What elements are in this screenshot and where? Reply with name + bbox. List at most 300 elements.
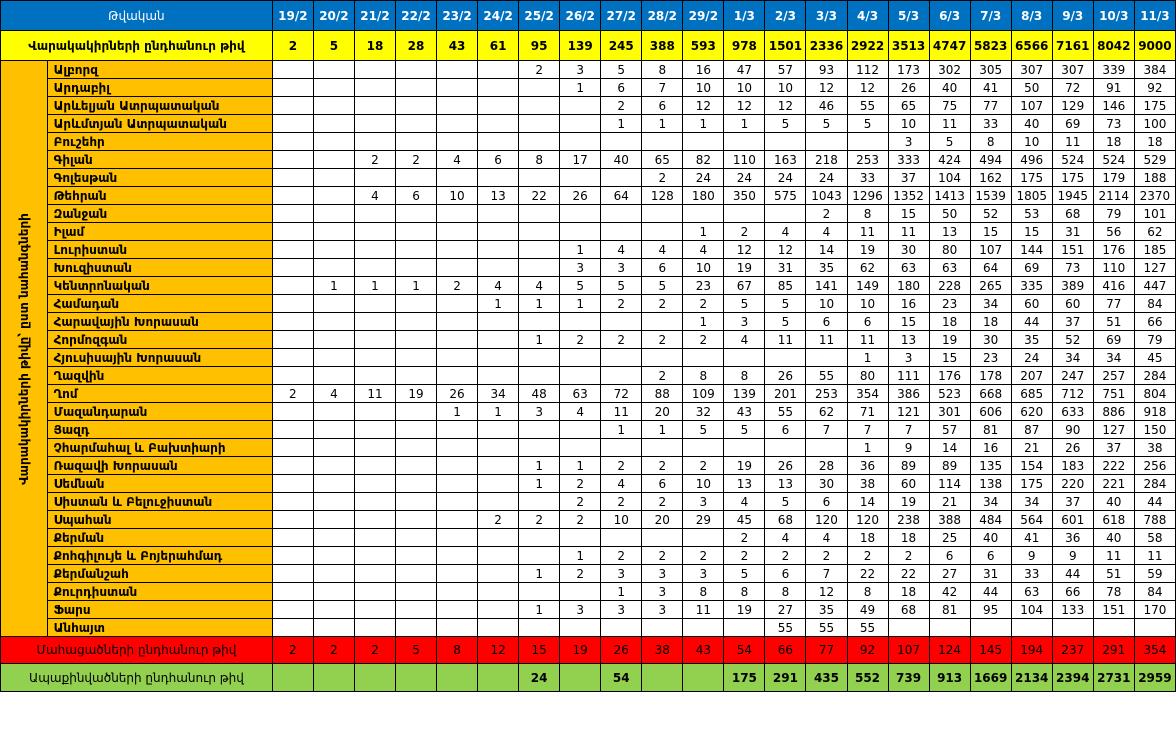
province-value: 1 bbox=[683, 313, 724, 331]
province-value bbox=[519, 97, 560, 115]
province-value bbox=[724, 439, 765, 457]
province-name: Չհարմահալ և Բախտիարի bbox=[47, 439, 272, 457]
province-value: 17 bbox=[560, 151, 601, 169]
province-name: Սեմնան bbox=[47, 475, 272, 493]
province-value: 139 bbox=[724, 385, 765, 403]
province-value: 1 bbox=[560, 241, 601, 259]
province-value: 2 bbox=[724, 223, 765, 241]
province-value bbox=[642, 529, 683, 547]
province-value: 918 bbox=[1134, 403, 1175, 421]
province-value bbox=[478, 79, 519, 97]
deaths-value: 145 bbox=[970, 637, 1011, 664]
province-value: 633 bbox=[1052, 403, 1093, 421]
province-value bbox=[272, 259, 313, 277]
province-value: 10 bbox=[888, 115, 929, 133]
recovered-value bbox=[437, 664, 478, 692]
province-value: 11 bbox=[1093, 547, 1134, 565]
province-value: 151 bbox=[1052, 241, 1093, 259]
province-value: 12 bbox=[806, 583, 847, 601]
province-row bbox=[1, 313, 1176, 331]
province-value: 27 bbox=[929, 565, 970, 583]
province-name: Արևելյան Ատրպատական bbox=[47, 97, 272, 115]
province-value: 685 bbox=[1011, 385, 1052, 403]
province-value bbox=[560, 439, 601, 457]
province-value bbox=[354, 223, 395, 241]
province-value: 4 bbox=[601, 475, 642, 493]
province-value bbox=[313, 259, 354, 277]
province-value: 284 bbox=[1134, 367, 1175, 385]
province-value: 34 bbox=[1093, 349, 1134, 367]
recovered-value: 54 bbox=[601, 664, 642, 692]
province-value: 4 bbox=[724, 493, 765, 511]
province-value: 63 bbox=[888, 259, 929, 277]
province-value: 1413 bbox=[929, 187, 970, 205]
province-value bbox=[478, 583, 519, 601]
province-value: 16 bbox=[683, 61, 724, 79]
province-value bbox=[272, 223, 313, 241]
province-value bbox=[437, 511, 478, 529]
province-value bbox=[272, 313, 313, 331]
province-value: 6 bbox=[395, 187, 436, 205]
province-value bbox=[519, 205, 560, 223]
province-value bbox=[437, 619, 478, 637]
date-header: 28/2 bbox=[642, 1, 683, 31]
province-value: 12 bbox=[847, 79, 888, 97]
province-name: Մազանդարան bbox=[47, 403, 272, 421]
province-value: 173 bbox=[888, 61, 929, 79]
province-value bbox=[560, 367, 601, 385]
province-value: 3 bbox=[560, 61, 601, 79]
province-value bbox=[724, 205, 765, 223]
province-row bbox=[1, 331, 1176, 349]
province-value: 138 bbox=[970, 475, 1011, 493]
province-name: Խուզիստան bbox=[47, 259, 272, 277]
province-value bbox=[354, 601, 395, 619]
province-value: 10 bbox=[806, 295, 847, 313]
province-row bbox=[1, 79, 1176, 97]
province-value: 84 bbox=[1134, 295, 1175, 313]
province-value: 6 bbox=[642, 97, 683, 115]
date-header: 3/3 bbox=[806, 1, 847, 31]
province-value bbox=[601, 619, 642, 637]
province-value: 11 bbox=[1052, 133, 1093, 151]
province-value: 6 bbox=[847, 313, 888, 331]
province-value: 73 bbox=[1093, 115, 1134, 133]
province-value bbox=[395, 169, 436, 187]
province-value: 618 bbox=[1093, 511, 1134, 529]
totals-value: 3513 bbox=[888, 31, 929, 61]
province-value bbox=[313, 367, 354, 385]
province-value: 3 bbox=[683, 493, 724, 511]
province-value: 1 bbox=[683, 223, 724, 241]
province-value: 26 bbox=[437, 385, 478, 403]
province-value bbox=[478, 529, 519, 547]
province-value: 55 bbox=[847, 619, 888, 637]
province-value bbox=[272, 97, 313, 115]
province-value: 6 bbox=[642, 259, 683, 277]
province-value bbox=[272, 367, 313, 385]
province-name: Յազդ bbox=[47, 421, 272, 439]
province-value: 23 bbox=[683, 277, 724, 295]
deaths-value: 15 bbox=[519, 637, 560, 664]
totals-value: 8042 bbox=[1093, 31, 1134, 61]
totals-value: 593 bbox=[683, 31, 724, 61]
province-value: 79 bbox=[1093, 205, 1134, 223]
province-value: 751 bbox=[1093, 385, 1134, 403]
deaths-row bbox=[1, 637, 1176, 664]
province-value: 1352 bbox=[888, 187, 929, 205]
date-header: 23/2 bbox=[437, 1, 478, 31]
totals-value: 95 bbox=[519, 31, 560, 61]
province-value bbox=[313, 403, 354, 421]
province-value: 150 bbox=[1134, 421, 1175, 439]
province-value bbox=[519, 529, 560, 547]
province-value: 34 bbox=[970, 295, 1011, 313]
province-value: 2 bbox=[560, 331, 601, 349]
province-value: 68 bbox=[1052, 205, 1093, 223]
province-value bbox=[354, 421, 395, 439]
province-value: 20 bbox=[642, 511, 683, 529]
province-row bbox=[1, 529, 1176, 547]
province-value: 7 bbox=[642, 79, 683, 97]
deaths-value: 43 bbox=[683, 637, 724, 664]
date-header: 1/3 bbox=[724, 1, 765, 31]
province-value: 2 bbox=[683, 331, 724, 349]
province-value bbox=[437, 115, 478, 133]
province-value: 3 bbox=[601, 601, 642, 619]
province-value bbox=[601, 367, 642, 385]
province-value: 80 bbox=[929, 241, 970, 259]
province-value bbox=[313, 97, 354, 115]
province-value: 19 bbox=[724, 457, 765, 475]
totals-value: 43 bbox=[437, 31, 478, 61]
deaths-title: Մահացածների ընդհանուր թիվ bbox=[1, 637, 273, 664]
province-value: 175 bbox=[1011, 475, 1052, 493]
province-value bbox=[478, 601, 519, 619]
province-value: 19 bbox=[888, 493, 929, 511]
province-value bbox=[395, 295, 436, 313]
province-value: 104 bbox=[929, 169, 970, 187]
date-header: 5/3 bbox=[888, 1, 929, 31]
province-value: 78 bbox=[1093, 583, 1134, 601]
province-name: Արդաբիլ bbox=[47, 79, 272, 97]
province-value: 170 bbox=[1134, 601, 1175, 619]
province-value bbox=[478, 169, 519, 187]
province-value bbox=[313, 457, 354, 475]
province-row bbox=[1, 115, 1176, 133]
province-value bbox=[888, 619, 929, 637]
province-value: 218 bbox=[806, 151, 847, 169]
province-value bbox=[519, 133, 560, 151]
province-value: 1 bbox=[478, 403, 519, 421]
province-value bbox=[437, 439, 478, 457]
province-value bbox=[478, 547, 519, 565]
province-value: 129 bbox=[1052, 97, 1093, 115]
province-value: 5 bbox=[601, 277, 642, 295]
province-value: 564 bbox=[1011, 511, 1052, 529]
date-header: 19/2 bbox=[272, 1, 313, 31]
province-value bbox=[437, 313, 478, 331]
province-value bbox=[601, 529, 642, 547]
province-value bbox=[395, 61, 436, 79]
province-value bbox=[313, 187, 354, 205]
province-value: 5 bbox=[683, 421, 724, 439]
province-value: 19 bbox=[929, 331, 970, 349]
province-value: 100 bbox=[1134, 115, 1175, 133]
deaths-value: 2 bbox=[313, 637, 354, 664]
province-value bbox=[437, 421, 478, 439]
province-value: 2 bbox=[560, 511, 601, 529]
province-value bbox=[354, 565, 395, 583]
province-value: 335 bbox=[1011, 277, 1052, 295]
province-value bbox=[272, 241, 313, 259]
province-value: 49 bbox=[847, 601, 888, 619]
province-value bbox=[272, 457, 313, 475]
province-value bbox=[354, 547, 395, 565]
province-value bbox=[272, 601, 313, 619]
province-name: Քերման bbox=[47, 529, 272, 547]
province-value: 67 bbox=[724, 277, 765, 295]
province-value: 4 bbox=[354, 187, 395, 205]
province-value bbox=[272, 565, 313, 583]
recovered-value bbox=[560, 664, 601, 692]
province-value: 85 bbox=[765, 277, 806, 295]
province-value: 104 bbox=[1011, 601, 1052, 619]
province-value bbox=[313, 349, 354, 367]
province-value: 1539 bbox=[970, 187, 1011, 205]
province-value: 179 bbox=[1093, 169, 1134, 187]
province-value: 620 bbox=[1011, 403, 1052, 421]
province-value bbox=[519, 259, 560, 277]
province-value: 354 bbox=[847, 385, 888, 403]
totals-value: 139 bbox=[560, 31, 601, 61]
province-value: 5 bbox=[724, 565, 765, 583]
province-value: 37 bbox=[1052, 493, 1093, 511]
province-value: 26 bbox=[1052, 439, 1093, 457]
province-value bbox=[601, 223, 642, 241]
province-value: 135 bbox=[970, 457, 1011, 475]
province-value: 2 bbox=[642, 295, 683, 313]
recovered-value: 175 bbox=[724, 664, 765, 692]
province-value: 34 bbox=[970, 493, 1011, 511]
province-value: 496 bbox=[1011, 151, 1052, 169]
province-value bbox=[313, 619, 354, 637]
province-value: 81 bbox=[929, 601, 970, 619]
province-value: 144 bbox=[1011, 241, 1052, 259]
province-value: 7 bbox=[847, 421, 888, 439]
province-value: 284 bbox=[1134, 475, 1175, 493]
province-value: 55 bbox=[765, 403, 806, 421]
province-value: 253 bbox=[806, 385, 847, 403]
recovered-value bbox=[395, 664, 436, 692]
province-value: 9 bbox=[1011, 547, 1052, 565]
province-value: 494 bbox=[970, 151, 1011, 169]
province-name: Լուրիստան bbox=[47, 241, 272, 259]
province-value: 34 bbox=[1011, 493, 1052, 511]
province-value: 55 bbox=[765, 619, 806, 637]
province-value: 13 bbox=[929, 223, 970, 241]
province-value: 21 bbox=[929, 493, 970, 511]
province-value bbox=[395, 241, 436, 259]
deaths-value: 2 bbox=[354, 637, 395, 664]
province-value: 71 bbox=[847, 403, 888, 421]
province-value bbox=[395, 133, 436, 151]
recovered-value bbox=[683, 664, 724, 692]
province-value bbox=[642, 223, 683, 241]
province-value: 307 bbox=[1052, 61, 1093, 79]
totals-value: 5 bbox=[313, 31, 354, 61]
province-name: Հորմոզգան bbox=[47, 331, 272, 349]
province-value bbox=[395, 565, 436, 583]
province-value: 73 bbox=[1052, 259, 1093, 277]
province-value bbox=[478, 493, 519, 511]
province-value bbox=[395, 331, 436, 349]
province-value bbox=[478, 565, 519, 583]
province-value: 44 bbox=[1052, 565, 1093, 583]
province-value: 2 bbox=[560, 565, 601, 583]
province-value: 110 bbox=[1093, 259, 1134, 277]
province-value bbox=[395, 97, 436, 115]
province-value: 228 bbox=[929, 277, 970, 295]
province-value: 18 bbox=[1134, 133, 1175, 151]
province-value bbox=[560, 97, 601, 115]
province-value: 207 bbox=[1011, 367, 1052, 385]
province-value bbox=[437, 331, 478, 349]
province-value bbox=[437, 529, 478, 547]
province-value bbox=[601, 349, 642, 367]
province-value: 416 bbox=[1093, 277, 1134, 295]
deaths-value: 12 bbox=[478, 637, 519, 664]
province-value bbox=[313, 241, 354, 259]
province-value: 10 bbox=[683, 259, 724, 277]
province-value: 1 bbox=[519, 601, 560, 619]
province-value: 35 bbox=[806, 601, 847, 619]
province-value bbox=[354, 259, 395, 277]
province-value: 10 bbox=[765, 79, 806, 97]
province-value: 42 bbox=[929, 583, 970, 601]
province-value: 20 bbox=[642, 403, 683, 421]
province-value: 62 bbox=[806, 403, 847, 421]
province-value: 180 bbox=[683, 187, 724, 205]
province-value bbox=[272, 331, 313, 349]
province-value bbox=[437, 133, 478, 151]
province-value: 25 bbox=[929, 529, 970, 547]
recovered-value bbox=[478, 664, 519, 692]
province-value: 23 bbox=[970, 349, 1011, 367]
province-value: 253 bbox=[847, 151, 888, 169]
date-header: 8/3 bbox=[1011, 1, 1052, 31]
province-value: 63 bbox=[929, 259, 970, 277]
deaths-value: 54 bbox=[724, 637, 765, 664]
province-value: 11 bbox=[847, 331, 888, 349]
province-value: 50 bbox=[929, 205, 970, 223]
province-value: 31 bbox=[1052, 223, 1093, 241]
province-value bbox=[519, 493, 560, 511]
province-value: 5 bbox=[847, 115, 888, 133]
deaths-value: 8 bbox=[437, 637, 478, 664]
province-value: 45 bbox=[724, 511, 765, 529]
province-value: 60 bbox=[1011, 295, 1052, 313]
province-value: 27 bbox=[765, 601, 806, 619]
province-value bbox=[395, 493, 436, 511]
province-value: 4 bbox=[806, 223, 847, 241]
province-value bbox=[519, 439, 560, 457]
province-row bbox=[1, 169, 1176, 187]
province-name: Ալբորզ bbox=[47, 61, 272, 79]
province-value bbox=[313, 205, 354, 223]
recovered-value: 913 bbox=[929, 664, 970, 692]
province-value: 26 bbox=[765, 367, 806, 385]
province-value: 13 bbox=[888, 331, 929, 349]
province-value: 10 bbox=[683, 475, 724, 493]
province-value: 24 bbox=[1011, 349, 1052, 367]
province-row bbox=[1, 565, 1176, 583]
province-value: 31 bbox=[765, 259, 806, 277]
date-header: 24/2 bbox=[478, 1, 519, 31]
province-name: Գիլան bbox=[47, 151, 272, 169]
province-value: 50 bbox=[1011, 79, 1052, 97]
province-value bbox=[519, 547, 560, 565]
province-value: 90 bbox=[1052, 421, 1093, 439]
province-value: 529 bbox=[1134, 151, 1175, 169]
province-value bbox=[313, 223, 354, 241]
province-name: Թեհրան bbox=[47, 187, 272, 205]
province-value: 18 bbox=[888, 529, 929, 547]
province-value: 4 bbox=[519, 277, 560, 295]
province-value: 72 bbox=[601, 385, 642, 403]
province-value: 606 bbox=[970, 403, 1011, 421]
province-value: 11 bbox=[683, 601, 724, 619]
province-value: 5 bbox=[929, 133, 970, 151]
totals-value: 61 bbox=[478, 31, 519, 61]
province-value bbox=[354, 619, 395, 637]
province-value: 93 bbox=[806, 61, 847, 79]
province-value bbox=[313, 421, 354, 439]
province-row bbox=[1, 403, 1176, 421]
province-value: 1 bbox=[601, 115, 642, 133]
province-value: 10 bbox=[601, 511, 642, 529]
province-value: 89 bbox=[888, 457, 929, 475]
province-value bbox=[437, 583, 478, 601]
province-value bbox=[806, 349, 847, 367]
province-value bbox=[970, 619, 1011, 637]
province-value bbox=[560, 529, 601, 547]
province-value bbox=[478, 331, 519, 349]
province-value bbox=[724, 349, 765, 367]
province-value: 2 bbox=[847, 547, 888, 565]
province-value: 133 bbox=[1052, 601, 1093, 619]
province-value bbox=[560, 583, 601, 601]
province-value: 6 bbox=[929, 547, 970, 565]
province-value: 4 bbox=[313, 385, 354, 403]
totals-value: 5823 bbox=[970, 31, 1011, 61]
province-value: 307 bbox=[1011, 61, 1052, 79]
province-value bbox=[313, 313, 354, 331]
province-value: 146 bbox=[1093, 97, 1134, 115]
province-value: 447 bbox=[1134, 277, 1175, 295]
province-value: 87 bbox=[1011, 421, 1052, 439]
province-value: 6 bbox=[642, 475, 683, 493]
province-value: 33 bbox=[847, 169, 888, 187]
province-value: 247 bbox=[1052, 367, 1093, 385]
province-value: 8 bbox=[765, 583, 806, 601]
province-value: 59 bbox=[1134, 565, 1175, 583]
province-value bbox=[395, 205, 436, 223]
province-value: 63 bbox=[560, 385, 601, 403]
province-value: 3 bbox=[724, 313, 765, 331]
province-value: 6 bbox=[806, 313, 847, 331]
province-value bbox=[437, 295, 478, 313]
